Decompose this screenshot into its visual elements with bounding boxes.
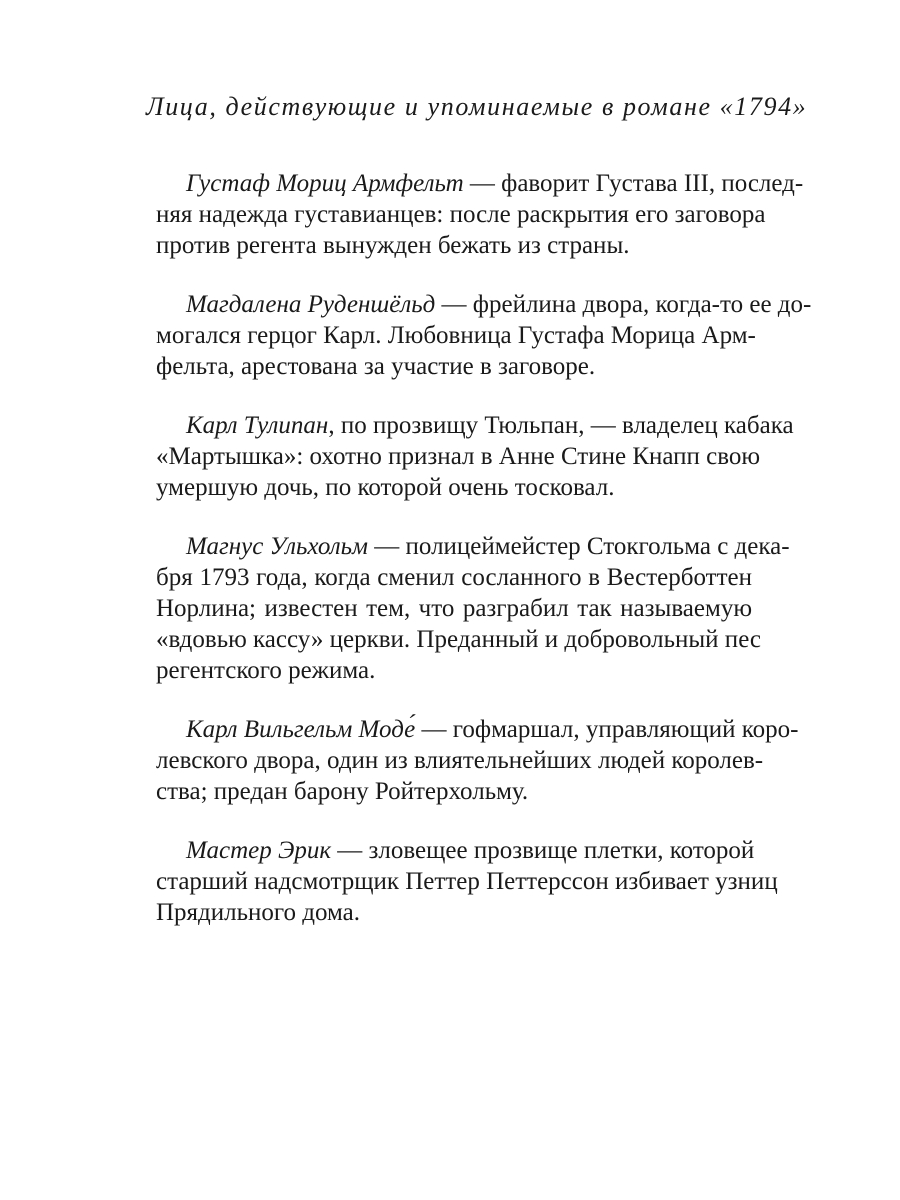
- entry-line: [156, 168, 804, 199]
- entry-line: ства; предан барону Ройтерхольму.: [156, 778, 529, 805]
- character-entry-rudenschold: [156, 289, 812, 382]
- character-name: Мастер Эрик: [186, 837, 332, 864]
- entry-line: регентского режима.: [156, 657, 376, 684]
- entry-line: левского двора, один из влиятельнейших людей королев-: [156, 747, 764, 774]
- character-entry-armfelt: [156, 168, 804, 261]
- entry-line: [156, 531, 790, 562]
- entry-line: Прядильного дома.: [156, 899, 361, 926]
- entry-line: умершую дочь, по которой очень тосковал.: [156, 474, 615, 501]
- character-entry-ulholm: [156, 531, 790, 686]
- entry-text: — фаворит Густава III, послед-: [463, 170, 804, 197]
- entry-line: бря 1793 года, когда сменил сосланного в Вестерботтен: [156, 564, 752, 591]
- character-name: Густаф Мориц Армфельт: [186, 170, 464, 197]
- entry-text: — зловещее прозвище плетки, которой: [331, 837, 755, 864]
- entry-line: [156, 714, 799, 745]
- character-entry-master-erik: [156, 835, 778, 928]
- entry-line: фельта, арестована за участие в заговоре.: [156, 353, 596, 380]
- entry-line: старший надсмотрщик Петтер Петтерссон избивает узниц: [156, 868, 778, 895]
- entry-line: [156, 410, 794, 441]
- character-name: Карл Вильгельм Моде́: [186, 716, 416, 743]
- entry-line: «Мартышка»: охотно признал в Анне Стине Кнапп свою: [156, 443, 761, 470]
- entry-line: «вдовью кассу» церкви. Преданный и добровольный пес: [156, 626, 762, 653]
- character-entry-mode: [156, 714, 799, 807]
- entry-text: — фрейлина двора, когда-то ее до-: [435, 291, 812, 318]
- character-name: Карл Тулипан: [186, 412, 329, 439]
- entry-text: — гофмаршал, управляющий коро-: [415, 716, 799, 743]
- entry-line: Норлина; известен тем, что разграбил так называемую: [156, 595, 752, 622]
- entry-line: [156, 289, 812, 320]
- character-list: [156, 168, 812, 956]
- entry-line: против регента вынужден бежать из страны.: [156, 232, 630, 259]
- entry-line: няя надежда густавианцев: после раскрытия его заговора: [156, 201, 766, 228]
- character-name: Магнус Ульхольм: [186, 533, 369, 560]
- entry-line: [156, 835, 755, 866]
- running-header: Лица, действующие и упоминаемые в романе «1794»: [146, 92, 808, 121]
- character-name: Магдалена Руденшёльд: [186, 291, 436, 318]
- entry-line: могался герцог Карл. Любовница Густафа Морица Арм-: [156, 322, 756, 349]
- entry-text: , по прозвищу Тюльпан, — владелец кабака: [328, 412, 794, 439]
- entry-text: — полицеймейстер Стокгольма с дека-: [368, 533, 790, 560]
- character-entry-tulipan: [156, 410, 794, 503]
